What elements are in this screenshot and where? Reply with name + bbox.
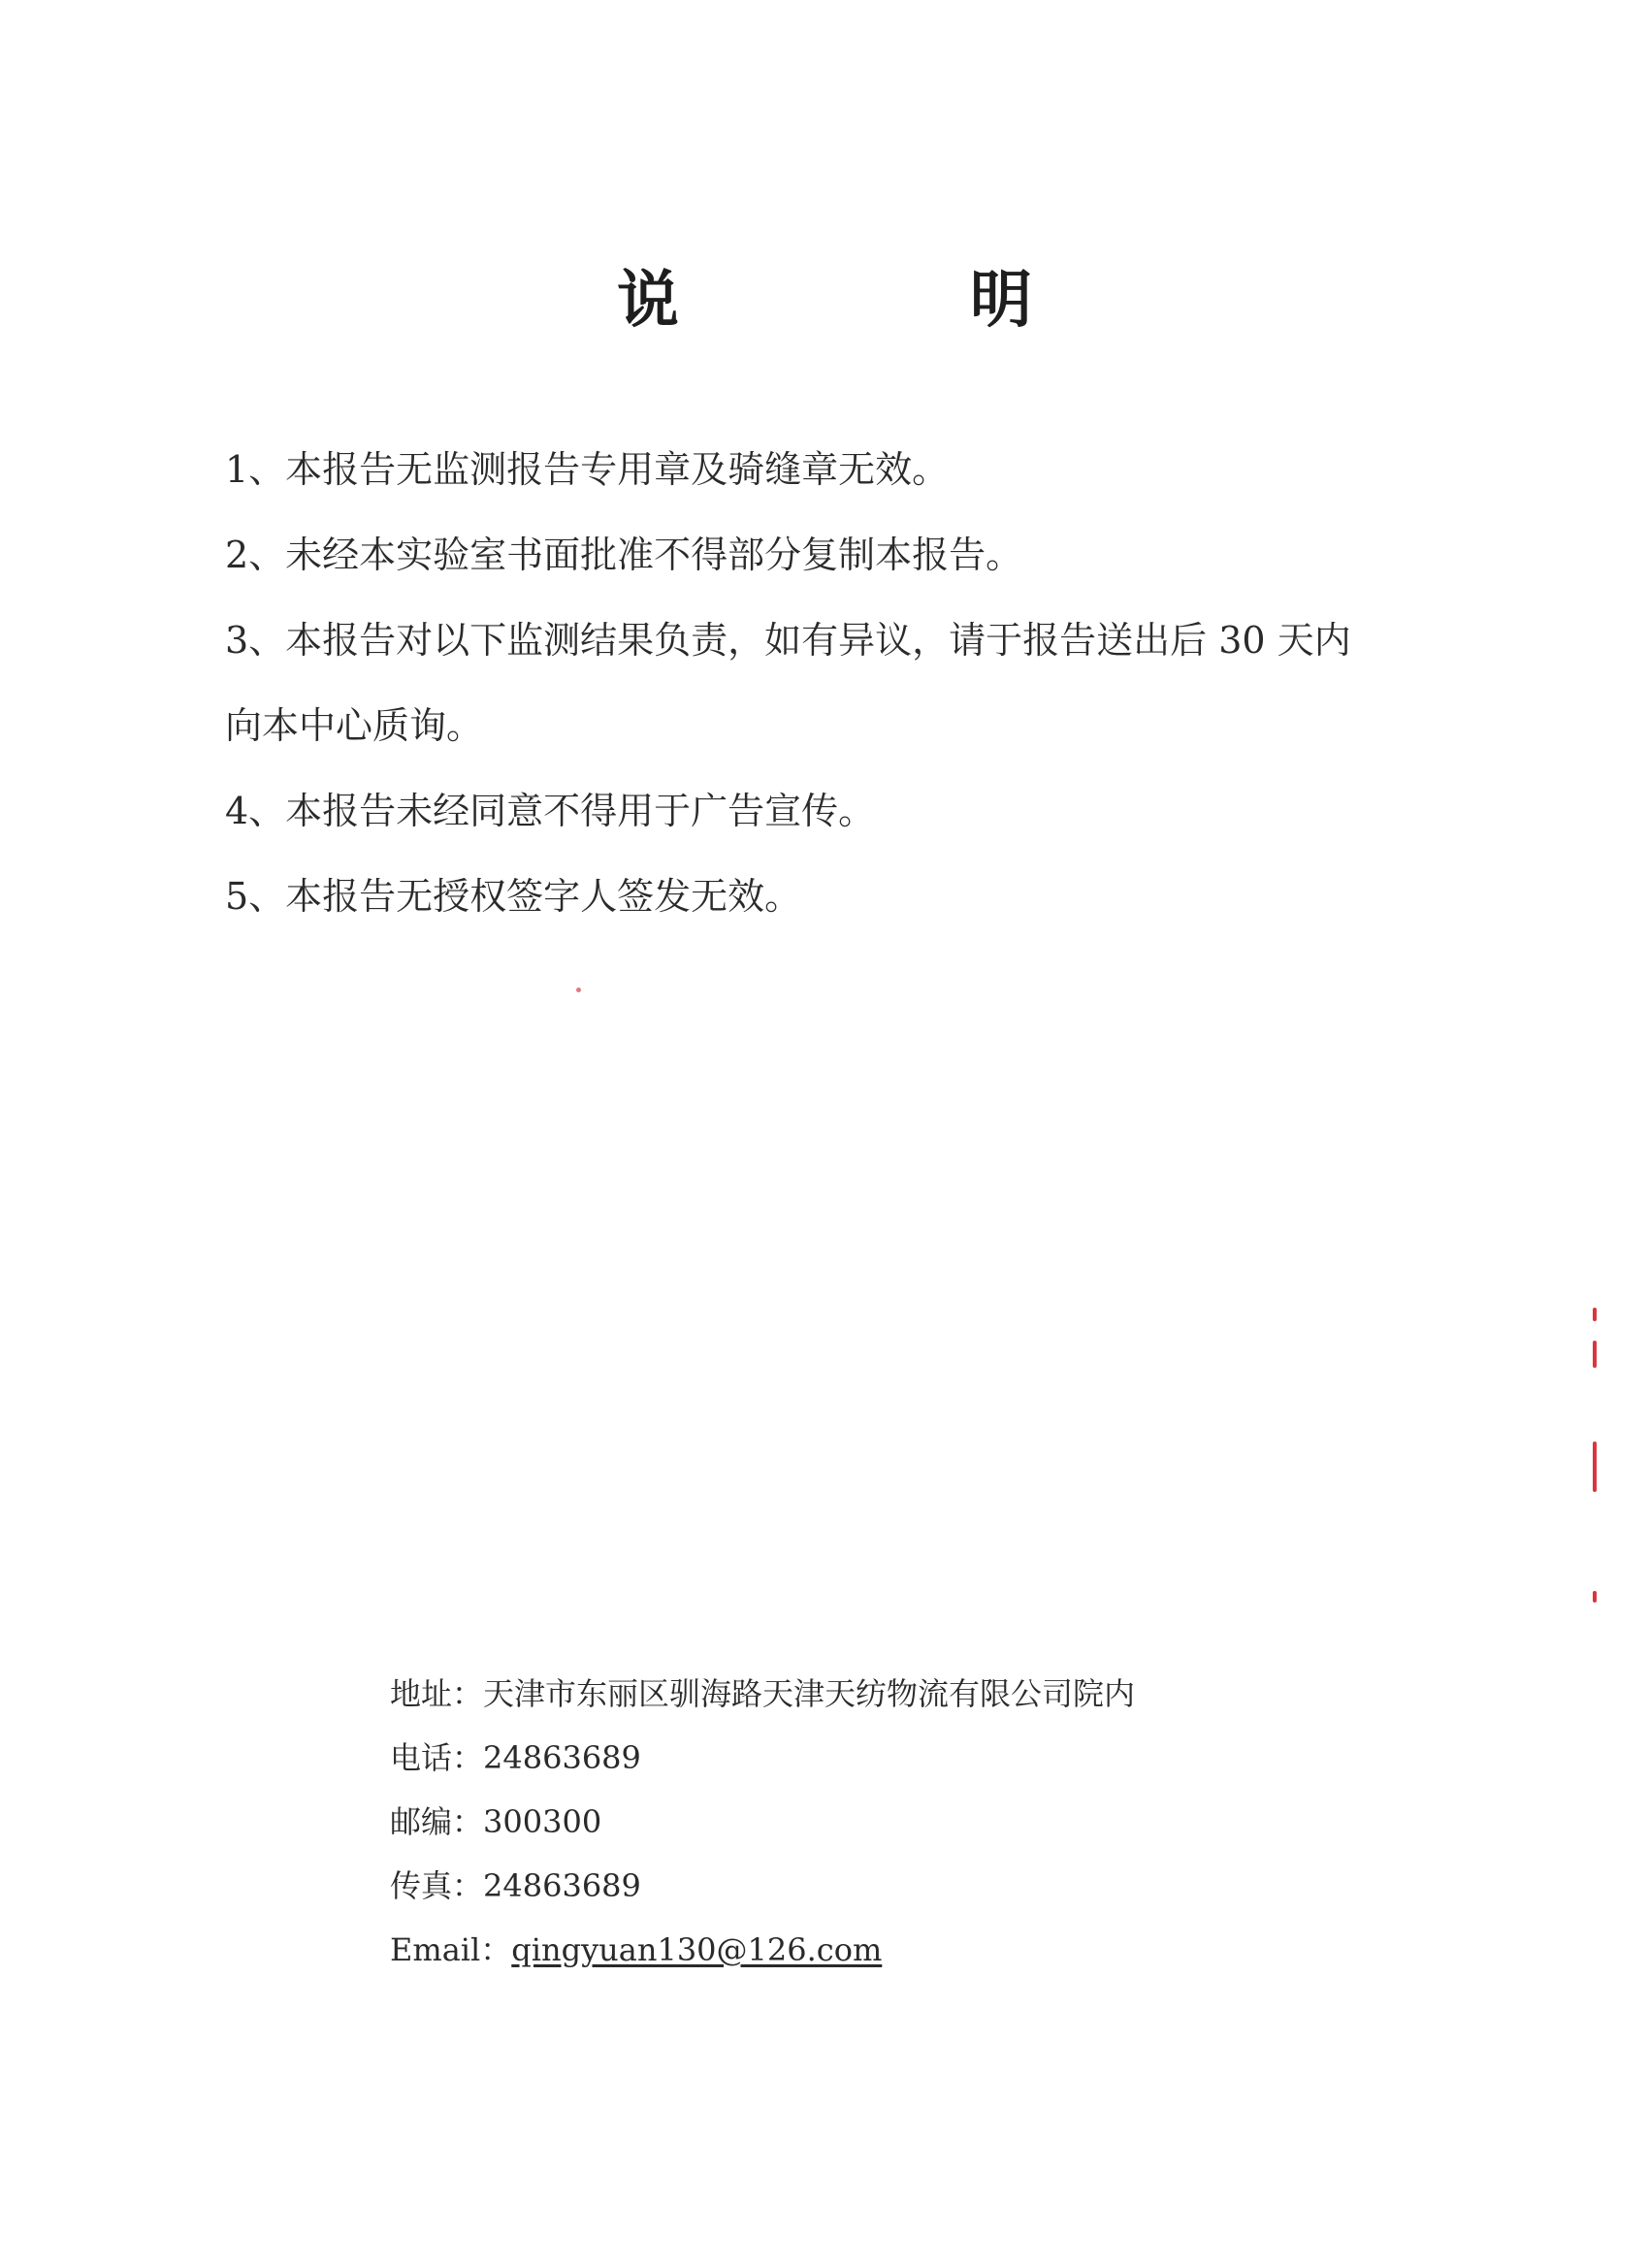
seal-edge-mark-1 <box>1593 1308 1597 1321</box>
notes-list <box>225 435 1428 947</box>
fax-value: 24863689 <box>483 1867 641 1904</box>
title-char-1: 说 <box>617 265 679 337</box>
note-4: 4、本报告未经同意不得用于广告宣传。 <box>225 790 876 832</box>
note-2: 2、未经本实验室书面批准不得部分复制本报告。 <box>225 534 1023 576</box>
contact-info <box>390 1667 1135 1987</box>
note-3: 3、本报告对以下监测结果负责，如有异议，请于报告送出后 30 天内 <box>225 619 1351 662</box>
address-row <box>390 1667 1135 1731</box>
note-5: 5、本报告无授权签字人签发无效。 <box>225 875 802 918</box>
note-1: 1、本报告无监测报告专用章及骑缝章无效。 <box>225 448 950 491</box>
seal-edge-mark-3 <box>1593 1442 1597 1492</box>
note-3-continued: 向本中心质询。 <box>225 704 484 747</box>
title-char-2: 明 <box>970 265 1032 337</box>
phone-value: 24863689 <box>483 1739 641 1776</box>
seal-edge-mark-2 <box>1593 1341 1597 1368</box>
postcode-value: 300300 <box>483 1803 602 1840</box>
red-speck <box>576 988 581 992</box>
email-link[interactable]: qingyuan130@126.com <box>511 1931 883 1968</box>
phone-label: 电话： <box>390 1739 484 1776</box>
seal-edge-mark-4 <box>1593 1591 1597 1603</box>
page-title <box>0 250 1649 340</box>
email-row <box>390 1923 1135 1987</box>
address-label: 地址： <box>390 1675 484 1712</box>
email-label: Email： <box>390 1931 512 1968</box>
fax-label: 传真： <box>390 1867 484 1904</box>
postcode-row <box>390 1795 1135 1859</box>
fax-row <box>390 1859 1135 1923</box>
phone-row <box>390 1731 1135 1795</box>
postcode-label: 邮编： <box>390 1803 484 1840</box>
address-value: 天津市东丽区驯海路天津天纺物流有限公司院内 <box>483 1675 1136 1712</box>
